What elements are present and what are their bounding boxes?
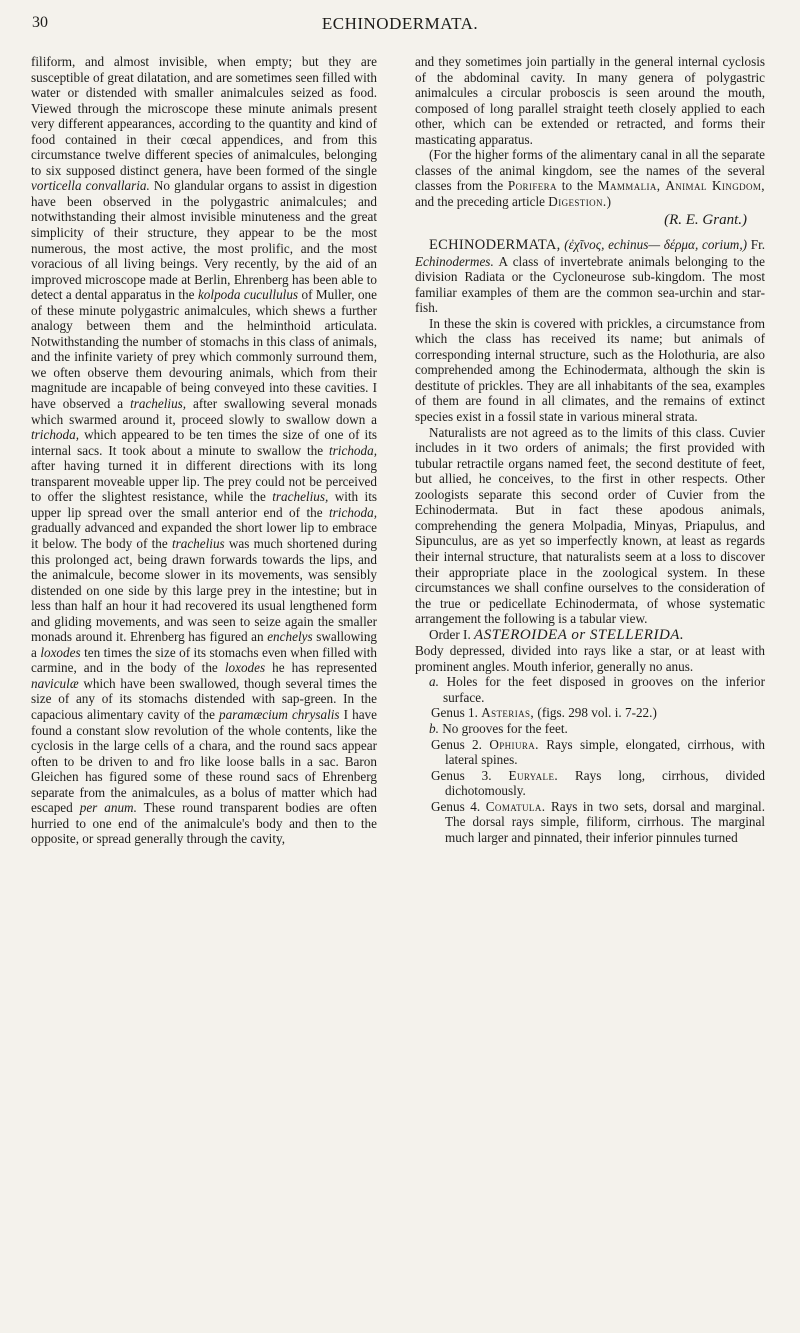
right-paragraph-2: (For the higher forms of the alimentary canal in all the separate classes of the animal kingdom, see the names of the several classes from the Porifera to the Mammalia, Animal Kingdom, and the preceding article Digestion.) <box>415 147 766 209</box>
section-b: b. No grooves for the feet. <box>429 720 568 736</box>
running-head: ECHINODERMATA. <box>321 14 479 33</box>
section-a: a. Holes for the feet disposed in grooves on the inferior surface. <box>429 674 766 705</box>
page-header <box>32 14 768 36</box>
author-signature: (R. E. Grant.) <box>664 212 747 229</box>
genus-2: Genus 2. Ophiura. Rays simple, elongated, cirrhous, with lateral spines. <box>431 736 765 768</box>
right-paragraph-1: and they sometimes join partially in the general internal cyclosis of the abdominal cavity. In many genera of polygastric animalcules a circular proboscis is seen around the mouth, composed of long parallel straight teeth closely applied to each other, which can be extended or retracted, and forms their masticating apparatus. <box>415 54 765 147</box>
order-description: Body depressed, divided into rays like a star, or at least with prominent angles. Mouth inferior, generally no anus. <box>415 643 765 674</box>
right-paragraph-5: Naturalists are not agreed as to the limits of this class. Cuvier includes in it two orders of animals; the first provided with tubular retractile organs named feet, the second destitute of feet, but allied, he conceives, to the first in other respects. Other zoologists separate this second order of Cuvier from the Echinodermata. But in fact these apodous animals, comprehending the genera Molpadia, Minyas, Priapulus, and Sipunculus, are as yet so imperfectly known, at least as regards their internal structure, that naturalists seem at a loss to discover their appropriate place in the zoological system. In these circumstances we shall confine ourselves to the consideration of the true or pedicellate Echinodermata, of whose systematic arrangement the following is a tabular view. <box>415 424 765 627</box>
right-paragraph-4: In these the skin is covered with prickles, a circumstance from which the class has received its name; but animals of corresponding internal structure, such as the Holothuria, are also comprehended among the Echinodermata, although the skin is destitute of prickles. They are all inhabitants of the sea, examples of them are found in all climates, and the remains of extinct species exist in a fossil state in various mineral strata. <box>415 315 765 425</box>
genus-3: Genus 3. Euryale. Rays long, cirrhous, divided dichotomously. <box>431 767 766 799</box>
genus-4: Genus 4. Comatula. Rays in two sets, dorsal and marginal. The dorsal rays simple, filiform, cirrhous. The marginal much larger and pinnated, their inferior pinnules turned <box>431 798 766 845</box>
article-headword: ECHINODERMATA, <box>429 237 561 254</box>
article-entry: ECHINODERMATA, (ἐχῖνος, echinus— δέρμα, corium,) Fr. Echinodermes. A class of invertebrate animals belonging to the division Radiata or the Cycloneurose sub-kingdom. The most familiar examples of them are the common sea-urchin and star-fish. <box>415 237 766 316</box>
page-number: 30 <box>32 14 48 31</box>
genus-1: Genus 1. Asterias, (figs. 298 vol. i. 7-22.) <box>431 705 657 721</box>
left-paragraph: filiform, and almost invisible, when empty; but they are susceptible of great dilatation, and are sometimes seen filled with water or distended with smaller animalcules seized as food. Viewed through the microscope these minute animals present very different appearances, according to the quantity and kind of food contained in their cœcal appendices, and from this circumstance twelve different species of animalcules, belonging to six supposed distinct genera, have been formed of the single vorticella convallaria. No glandular organs to assist in digestion have been observed in the polygastric animalcules; and notwithstanding their almost invisible minuteness and the great simplicity of their structure, they appear to be the most numerous, the most active, the most prolific, and the most voracious of all living beings. Very recently, by the aid of an improved microscope made at Berlin, Ehrenberg has been able to detect a dental apparatus in the kolpoda cucullulus of Muller, one of these minute polygastric animalcules, which shews a further analogy between them and the helminthoid articulata. Notwithstanding the number of stomachs in this class of animals, and the infinite variety of prey which commonly surround them, we often observe them devouring animals, which from their magnitude are incapable of being conveyed into these cavities. I have observed a trachelius, after swallowing several monads which swarmed around it, proceed slowly to swallow down a trichoda, which appeared to be ten times the size of one of its internal sacs. It took about a minute to swallow the trichoda, after having turned it in different directions with its long transparent moveable upper lip. The prey could not be perceived to offer the slightest resistance, while the trachelius, with its upper lip spread over the small anterior end of the trichoda, gradually advanced and expanded the short lower lip to embrace it below. The body of the trachelius was much shortened during this prolonged act, being drawn forwards towards the lips, and the animalcule, become slower in its movements, was sensibly distended on one side by this large prey in the intestine; but in less than half an hour it had recovered its usual lengthened form and gliding movements, and was seen to seize again the smaller monads around it. Ehrenberg has figured an enchelys swallowing a loxodes ten times the size of its stomachs even when filled with carmine, and in the body of the loxodes he has represented naviculæ which have been swallowed, though several times the size of any of its stomachs distended with sap-green. In the capacious alimentary cavity of the paramæcium chrysalis I have found a constant slow revolution of the whole contents, like the cyclosis in the large cells of a chara, and the round sacs appear often to be driven to and fro like loose balls in a sac. Baron Gleichen has figured some of these round sacs of Ehrenberg separate from the animalcules, as a bolus of matter which had escaped per anum. These round transparent bodies are often hurried to one end of the animalcule's body and then to the opposite, or spread generally through the cavity, <box>31 54 378 847</box>
order-heading: Order I. ASTEROIDEA or STELLERIDA. <box>429 626 685 643</box>
right-column <box>415 54 765 845</box>
left-column <box>31 54 377 847</box>
